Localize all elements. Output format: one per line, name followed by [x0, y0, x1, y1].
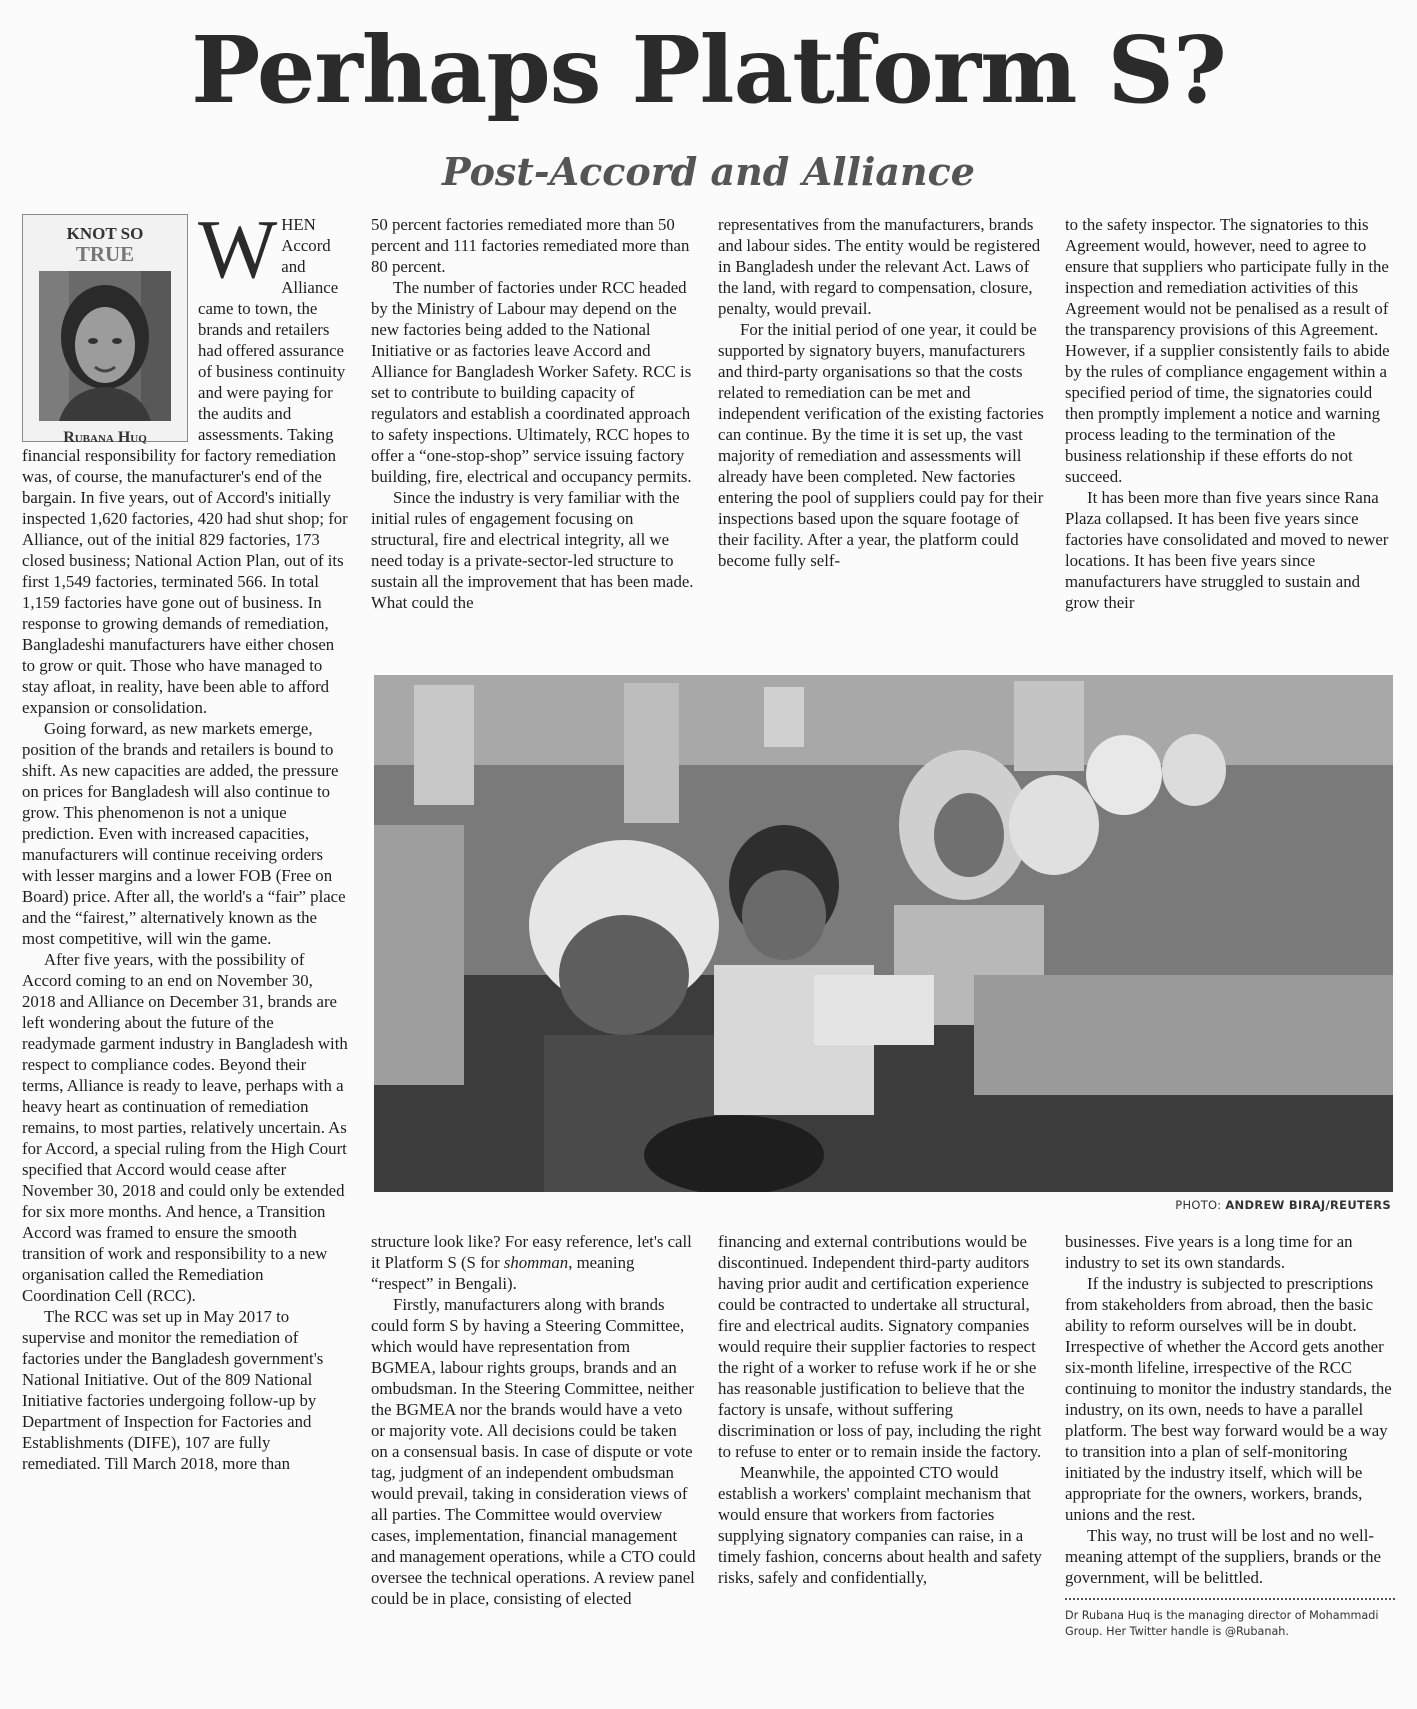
- column-2-bottom: [371, 1231, 697, 1691]
- author-tagline: Dr Rubana Huq is the managing director of Mohammadi Group. Her Twitter handle is @Rubanah.: [1065, 1598, 1395, 1640]
- col2-paragraph-2: The number of factories under RCC headed by the Ministry of Labour may depend on the new factories being added to the National Initiative or as factories leave Accord and Alliance for Bangladesh Worker Safety. RCC is set to contribute to building capacity of regulators and establish a coordinated approach to safety inspections. Ultimately, RCC hopes to offer a “one-stop-shop” service issuing factory building, fire, electrical and occupancy permits.: [371, 278, 692, 486]
- col2-paragraph-1: 50 percent factories remediated more than 50 percent and 111 factories remediated more than 80 percent.: [371, 215, 690, 276]
- col4-paragraph-2: It has been more than five years since Rana Plaza collapsed. It has been five years since factories have consolidated and moved to newer locations. It has been five years since manufacturers have struggled to sustain and grow their: [1065, 488, 1389, 612]
- photo-credit-label: PHOTO:: [1175, 1198, 1222, 1212]
- photo-credit-name: ANDREW BIRAJ/REUTERS: [1225, 1198, 1391, 1212]
- author-portrait: [39, 271, 171, 421]
- column-4-bottom: [1065, 1231, 1395, 1691]
- col4b-paragraph-1: businesses. Five years is a long time for an industry to set its own standards.: [1065, 1232, 1353, 1272]
- column-kicker-2: TRUE: [75, 242, 135, 266]
- col2b-paragraph-1: [371, 1231, 697, 1294]
- col4b-paragraph-3: This way, no trust will be lost and no well-meaning attempt of the suppliers, brands or the government, will be belittled.: [1065, 1526, 1381, 1587]
- photo-credit: [1175, 1198, 1391, 1212]
- col1-paragraph-3: After five years, with the possibility of Accord coming to an end on November 30, 2018 and Alliance on December 31, brands are left wondering about the future of the readymade garment industry in Bangladesh with respect to compliance codes. Beyond their terms, Alliance is ready to leave, perhaps with a heavy heart as continuation of remediation remains, to most parties, relatively uncertain. As for Accord, a special ruling from the High Court specified that Accord would cease after November 30, 2018 and could only be extended for six more months. And hence, a Transition Accord was framed to ensure the smooth transition of work and responsibility to a new organisation called the Remediation Coordination Cell (RCC).: [22, 950, 348, 1305]
- col3-paragraph-2: For the initial period of one year, it could be supported by signatory buyers, manufacturers and third-party organisations so that the costs related to remediation can be met and independent verification of the existing factories can continue. By the time it is set up, the vast majority of remediation and assessments will already have been completed. New factories entering the pool of suppliers could pay for their inspections based upon the square footage of their facility. After a year, the platform could become fully self-: [718, 320, 1044, 570]
- col2b-p1-a: structure look like? For easy reference, let's call it Platform S (S for: [371, 1232, 692, 1272]
- column-3-top: [718, 214, 1044, 654]
- col2-paragraph-3: Since the industry is very familiar with the initial rules of engagement focusing on structural, fire and electrical integrity, all we need today is a private-sector-led structure to sustain all the improvement that has been made. What could the: [371, 488, 694, 612]
- col4-paragraph-1: to the safety inspector. The signatories to this Agreement would, however, need to agree to ensure that suppliers who participate fully in the inspection and remediation activities of this Agreement would not be penalised as a result of the transparency provisions of this Agreement. However, if a supplier consistently fails to abide by the rules of compliance engagement within a specified period of time, the signatories could then promptly implement a notice and warning process leading to the termination of the business relationship if these efforts do not succeed.: [1065, 215, 1390, 486]
- col3b-paragraph-2: Meanwhile, the appointed CTO would establish a workers' complaint mechanism that would ensure that workers from factories supplying signatory companies can raise, in a timely fashion, concerns about health and safety risks, safely and confidentially,: [718, 1463, 1042, 1587]
- col2b-p1-b: , meaning “respect” in Bengali).: [371, 1253, 635, 1293]
- col1-paragraph-2: Going forward, as new markets emerge, position of the brands and retailers is bound to shift. As new capacities are added, the pressure on prices for Bangladesh will also continue to grow. This phenomenon is not a unique prediction. Even with increased capacities, manufacturers will continue receiving orders with lesser margins and a lower FOB (Free on Board) price. After all, the world's a “fair” place and the “fairest,” alternatively known as the most competitive, will win the game.: [22, 719, 346, 948]
- factory-photo: [374, 675, 1393, 1192]
- byline: Rubana Huq: [63, 429, 147, 446]
- column-2-top: [371, 214, 697, 654]
- garment-workers-photo-icon: [374, 675, 1393, 1192]
- column-3-bottom: [718, 1231, 1044, 1691]
- column-1: [22, 203, 350, 1674]
- col1-paragraph-1: HEN Accord and Alliance came to town, the brands and retailers had offered assurance of business continuity and were paying for the audits and assessments. Taking financial responsibility for factory remediation was, of course, the manufacturer's end of the bargain. In five years, out of Accord's initially inspected 1,620 factories, 420 had shut shop; for Alliance, out of the initial 829 factories, 173 closed business; National Action Plan, out of its first 1,549 factories, terminated 566. In total 1,159 factories have gone out of business. In response to growing demands of remediation, Bangladeshi manufacturers have either chosen to grow or quit. Those who have managed to stay afloat, in reality, have been able to afford expansion or consolidation.: [22, 215, 348, 717]
- subhead: Post-Accord and Alliance: [442, 149, 975, 194]
- column-4-top: [1065, 214, 1395, 654]
- author-box: [22, 214, 188, 446]
- column-kicker: KNOT SO: [66, 224, 144, 243]
- col2b-p1-em: shomman: [503, 1253, 569, 1272]
- col1-paragraph-4: The RCC was set up in May 2017 to supervise and monitor the remediation of factories under the Bangladesh government's National Initiative. Out of the 809 National Initiative factories undergoing follow-up by Department of Inspection for Factories and Establishments (DIFE), 107 are fully remediated. Till March 2018, more than: [22, 1307, 324, 1473]
- col4b-paragraph-2: If the industry is subjected to prescriptions from stakeholders from abroad, then the basic ability to reform ourselves will be in doubt. Irrespective of whether the Accord gets another six-month lifeline, irrespective of the RCC continuing to monitor the industry standards, the industry, on its own, needs to have a parallel platform. The best way forward would be a way to transition into a plan of self-monitoring initiated by the industry itself, which will be appropriate for the owners, workers, brands, unions and the rest.: [1065, 1274, 1392, 1524]
- col3b-paragraph-1: financing and external contributions would be discontinued. Independent third-party auditors having prior audit and certification experience could be contracted to undertake all structural, fire and electrical audits. Signatory companies would require their supplier factories to respect the right of a worker to refuse work if he or she has reasonable justification to believe that the factory is unsafe, without suffering discrimination or loss of pay, including the right to refuse to enter or to remain inside the factory.: [718, 1232, 1042, 1461]
- dropcap: W: [198, 203, 278, 296]
- col2b-paragraph-2: Firstly, manufacturers along with brands could form S by having a Steering Committee, which would have representation from BGMEA, labour rights groups, brands and an ombudsman. In the Steering Committee, neither the BGMEA nor the brands would have a veto or majority vote. All decisions could be taken on a consensual basis. In case of dispute or vote tag, judgment of an independent ombudsman would prevail, taking in consideration views of all parties. The Committee would overview cases, implementation, financial management and management operations, while a CTO could oversee the technical operations. A review panel could be in place, consisting of elected: [371, 1295, 696, 1608]
- headline: Perhaps Platform S?: [191, 16, 1226, 124]
- col3-paragraph-1: representatives from the manufacturers, brands and labour sides. The entity would be registered in Bangladesh under the relevant Act. Laws of the land, with regard to compensation, closure, penalty, would prevail.: [718, 215, 1041, 318]
- author-portrait-icon: [39, 271, 171, 421]
